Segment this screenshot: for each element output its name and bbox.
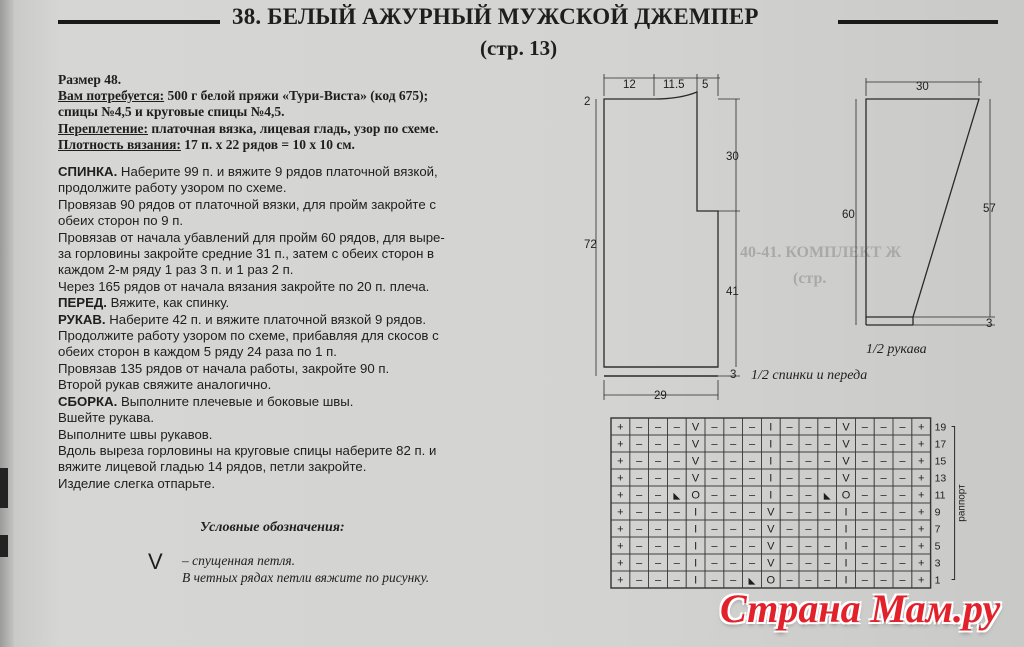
chart-symbol: I <box>844 540 848 553</box>
chart-symbol: – <box>748 557 756 570</box>
chart-symbol: – <box>711 540 718 553</box>
watermark-logo: Страна Мам.ру <box>720 586 1001 631</box>
sleeve-line: Второй рукав свяжите аналогично. <box>58 377 272 393</box>
chart-symbol: – <box>673 472 680 485</box>
chart-symbol: + <box>617 421 624 434</box>
chart-symbol: – <box>711 455 718 468</box>
sleeve-line: РУКАВ. Наберите 42 п. и вяжите платочной вязкой 9 рядов. <box>58 311 427 327</box>
chart-symbol: + <box>917 523 925 536</box>
chart-symbol: – <box>748 489 756 502</box>
chart-symbol: – <box>673 421 680 434</box>
sleeve-caption: 1/2 рукава <box>866 342 927 357</box>
chart-symbol: – <box>786 455 793 468</box>
weave-line: Переплетение: платочная вязка, лицевая гладь, узор по схеме. <box>58 121 439 136</box>
body-outline <box>604 92 718 367</box>
back-line: Провязав от начала убавлений для пройм 60 рядов, для выре- <box>58 229 445 245</box>
chart-symbol: – <box>748 472 756 485</box>
dim-label: 30 <box>726 151 739 163</box>
chart-symbol: ◣ <box>823 490 831 501</box>
chart-symbol: – <box>786 489 793 502</box>
repeat-bracket <box>952 427 955 580</box>
chart-symbol: I <box>694 574 698 587</box>
chart-symbol: – <box>654 472 662 485</box>
chart-symbol: – <box>748 455 756 468</box>
chart-symbol: – <box>880 438 887 451</box>
back-line: Провязав 90 рядов от платочной вязки, для пройм закройте с <box>58 196 436 212</box>
chart-row-number: 5 <box>934 540 941 553</box>
chart-symbol: – <box>673 523 680 536</box>
chart-symbol: – <box>673 574 680 587</box>
chart-row-number: 1 <box>934 574 941 587</box>
chart-symbol: – <box>654 455 662 468</box>
chart-symbol: – <box>730 455 737 468</box>
body-schematic <box>596 74 740 400</box>
dim-label: 72 <box>584 239 597 251</box>
chart-symbol: – <box>654 540 662 553</box>
dim-label: 5 <box>702 79 709 91</box>
chart-symbol: – <box>824 472 831 485</box>
chart-symbol: O <box>841 489 851 502</box>
chart-row-number: 19 <box>934 421 947 434</box>
chart-symbol: – <box>673 557 680 570</box>
chart-row-number: 9 <box>934 506 941 519</box>
chart-symbol: – <box>805 472 812 485</box>
chart-symbol: – <box>636 523 643 536</box>
chart-symbol: – <box>636 574 643 587</box>
chart-symbol: – <box>824 421 831 434</box>
chart-symbol: O <box>766 574 776 587</box>
chart-symbol: – <box>711 421 718 434</box>
chart-symbol: – <box>748 421 756 434</box>
chart-symbol: – <box>748 523 756 536</box>
repeat-label: раппорт <box>956 484 968 522</box>
chart-symbol: – <box>636 506 643 519</box>
back-line: СПИНКА. Наберите 99 п. и вяжите 9 рядов платочной вязкой, <box>58 164 438 179</box>
back-line: Через 165 рядов от начала вязания закройте по 20 п. плеча. <box>58 278 430 294</box>
chart-symbol: + <box>617 506 624 519</box>
sleeve-line: Провязав 135 рядов от начала работы, закройте 90 п. <box>58 360 390 376</box>
assembly-line: Вдоль выреза горловины на круговые спицы наберите 82 п. и <box>58 442 437 458</box>
dim-label: 60 <box>842 209 855 221</box>
page-subtitle: (стр. 13) <box>480 36 558 60</box>
chart-symbol: + <box>917 506 925 519</box>
dim-label: 57 <box>983 203 996 215</box>
chart-symbol: + <box>617 489 624 502</box>
chart-symbol: – <box>730 540 737 553</box>
chart-symbol: – <box>786 421 793 434</box>
chart-symbol: – <box>880 489 887 502</box>
dim-label: 41 <box>726 286 739 298</box>
size-line: Размер 48. <box>58 72 122 87</box>
chart-symbol: – <box>673 540 680 553</box>
chart-symbol: + <box>917 438 925 451</box>
chart-symbol: – <box>861 523 868 536</box>
sleeve-outline <box>866 99 979 317</box>
chart-symbol: – <box>861 472 868 485</box>
chart-symbol: – <box>805 506 812 519</box>
pattern-chart <box>611 418 968 588</box>
chart-symbol: V <box>691 455 700 468</box>
chart-symbol: V <box>767 540 775 553</box>
chart-symbol: – <box>805 489 812 502</box>
chart-symbol: V <box>842 455 850 468</box>
dim-label: 30 <box>916 81 929 93</box>
chart-symbol: – <box>824 455 831 468</box>
chart-symbol: – <box>861 506 868 519</box>
chart-symbol: – <box>730 438 737 451</box>
chart-symbol: – <box>748 438 756 451</box>
chart-symbol: – <box>805 523 812 536</box>
chart-symbol: – <box>880 421 887 434</box>
chart-symbol: – <box>824 523 831 536</box>
chart-symbol: I <box>694 557 698 570</box>
chart-symbol: – <box>824 438 831 451</box>
chart-symbol: I <box>844 557 848 570</box>
chart-symbol: – <box>654 489 662 502</box>
chart-symbol: – <box>861 421 868 434</box>
chart-row-number: 17 <box>934 438 947 451</box>
assembly-line: Изделие слегка отпарьте. <box>58 475 215 491</box>
chart-symbol: + <box>917 557 925 570</box>
chart-symbol: – <box>805 557 812 570</box>
dim-label: 11.5 <box>663 79 685 91</box>
chart-symbol: – <box>636 438 643 451</box>
chart-symbol: + <box>917 472 925 485</box>
chart-symbol: – <box>654 421 662 434</box>
sleeve-schematic <box>856 78 995 325</box>
chart-symbol: – <box>711 489 718 502</box>
front-line: ПЕРЕД. Вяжите, как спинку. <box>58 295 230 311</box>
chart-symbol: – <box>880 472 887 485</box>
chart-symbol: – <box>730 489 737 502</box>
chart-symbol: – <box>805 438 812 451</box>
chart-symbol: I <box>694 540 698 553</box>
chart-symbol: – <box>899 557 906 570</box>
chart-row-number: 3 <box>934 557 941 570</box>
chart-symbol: I <box>769 472 773 485</box>
chart-symbol: – <box>711 472 718 485</box>
chart-symbol: – <box>899 506 906 519</box>
chart-symbol: – <box>654 557 662 570</box>
chart-symbol: V <box>767 506 775 519</box>
chart-symbol: – <box>730 557 737 570</box>
chart-symbol: – <box>636 472 643 485</box>
chart-symbol: – <box>748 540 756 553</box>
chart-symbol: – <box>786 438 793 451</box>
chart-symbol: + <box>917 540 925 553</box>
chart-row-number: 13 <box>934 472 947 485</box>
chart-symbol: + <box>617 540 624 553</box>
ghost-text: 40-41. КОМПЛЕКТ Ж <box>740 244 902 261</box>
chart-symbol: V <box>767 523 775 536</box>
chart-symbol: – <box>861 557 868 570</box>
chart-symbol: I <box>769 455 773 468</box>
chart-symbol: + <box>617 523 624 536</box>
chart-symbol: – <box>730 523 737 536</box>
chart-symbol: – <box>805 574 812 587</box>
chart-symbol: – <box>748 506 756 519</box>
chart-symbol: – <box>636 421 643 434</box>
page-title: 38. БЕЛЫЙ АЖУРНЫЙ МУЖСКОЙ ДЖЕМПЕР <box>232 4 759 29</box>
chart-symbol: – <box>654 506 662 519</box>
chart-symbol: – <box>824 540 831 553</box>
chart-row-number: 11 <box>934 489 946 502</box>
chart-symbol: – <box>880 574 887 587</box>
chart-symbol: – <box>861 455 868 468</box>
body-caption: 1/2 спинки и переда <box>751 368 868 383</box>
chart-symbol: – <box>786 506 793 519</box>
chart-symbol: ◣ <box>748 575 756 586</box>
dim-label: 3 <box>986 318 993 330</box>
chart-symbol: V <box>691 421 700 434</box>
chart-symbol: – <box>824 557 831 570</box>
chart-symbol: – <box>861 574 868 587</box>
chart-symbol: – <box>880 540 887 553</box>
dim-label: 12 <box>623 79 636 91</box>
chart-symbol: I <box>694 506 698 519</box>
dropped-stitch-symbol: V <box>148 549 163 574</box>
materials-line-2: спицы №4,5 и круговые спицы №4,5. <box>58 104 285 119</box>
chart-symbol: + <box>617 472 624 485</box>
chart-symbol: – <box>636 557 643 570</box>
chart-symbol: – <box>786 523 793 536</box>
density-line: Плотность вязания: 17 п. х 22 рядов = 10 х 10 см. <box>58 137 355 152</box>
chart-symbol: I <box>844 506 848 519</box>
dim-label: 3 <box>730 369 737 381</box>
assembly-line: Вшейте рукава. <box>58 410 154 426</box>
chart-symbol: I <box>769 489 773 502</box>
chart-symbol: – <box>861 489 868 502</box>
chart-symbol: – <box>805 421 812 434</box>
chart-symbol: – <box>899 455 906 468</box>
chart-symbol: – <box>786 557 793 570</box>
chart-symbol: – <box>824 574 831 587</box>
legend-title: Условные обозначения: <box>200 520 345 535</box>
chart-symbol: – <box>711 557 718 570</box>
chart-symbol: + <box>617 455 624 468</box>
chart-symbol: + <box>617 574 624 587</box>
chart-symbol: – <box>861 540 868 553</box>
chart-symbol: – <box>880 523 887 536</box>
ghost-text: (стр. <box>793 270 827 287</box>
chart-symbol: I <box>694 523 698 536</box>
chart-symbol: + <box>617 557 624 570</box>
chart-symbol: – <box>730 421 737 434</box>
back-line: обеих сторон по 9 п. <box>58 213 184 229</box>
chart-symbol: – <box>824 506 831 519</box>
chart-symbol: – <box>654 523 662 536</box>
chart-symbol: – <box>861 438 868 451</box>
chart-row-number: 15 <box>934 455 947 468</box>
assembly-line: Выполните швы рукавов. <box>58 426 213 442</box>
chart-symbol: V <box>767 557 775 570</box>
chart-symbol: – <box>730 472 737 485</box>
chart-symbol: – <box>673 438 680 451</box>
chart-symbol: V <box>842 421 850 434</box>
chart-symbol: + <box>917 421 925 434</box>
back-line: за горловины закройте средние 31 п., затем с обеих сторон в <box>58 246 435 262</box>
chart-symbol: – <box>899 421 906 434</box>
chart-symbol: – <box>636 489 643 502</box>
chart-symbol: – <box>899 438 906 451</box>
chart-symbol: – <box>730 506 737 519</box>
dim-label: 29 <box>654 390 667 402</box>
chart-symbol: ◣ <box>673 490 681 501</box>
chart-symbol: – <box>636 540 643 553</box>
sleeve-line: обеих сторон в каждом 5 ряду 24 раза по 1 п. <box>58 344 337 360</box>
sleeve-line: Продолжите работу узором по схеме, прибавляя для скосов с <box>58 328 439 344</box>
chart-symbol: + <box>917 455 925 468</box>
chart-symbol: – <box>805 455 812 468</box>
chart-symbol: – <box>786 574 793 587</box>
chart-symbol: V <box>691 472 700 485</box>
chart-symbol: – <box>899 472 906 485</box>
chart-symbol: – <box>786 472 793 485</box>
chart-symbol: – <box>880 506 887 519</box>
chart-symbol: I <box>769 438 773 451</box>
chart-symbol: – <box>730 574 737 587</box>
chart-symbol: V <box>691 438 700 451</box>
chart-row-number: 7 <box>934 523 941 536</box>
chart-symbol: – <box>805 540 812 553</box>
chart-symbol: – <box>654 574 662 587</box>
chart-symbol: – <box>654 438 662 451</box>
dim-label: 2 <box>584 96 591 108</box>
chart-symbol: – <box>711 506 718 519</box>
chart-symbol: O <box>691 489 700 502</box>
assembly-line: СБОРКА. Выполните плечевые и боковые швы. <box>58 393 354 409</box>
chart-symbol: – <box>899 574 906 587</box>
chart-symbol: V <box>842 472 850 485</box>
chart-symbol: – <box>880 455 887 468</box>
chart-symbol: – <box>711 523 718 536</box>
chart-symbol: I <box>769 421 773 434</box>
chart-symbol: – <box>636 455 643 468</box>
chart-symbol: – <box>880 557 887 570</box>
back-line: каждом 2-м ряду 1 раз 3 п. и 1 раз 2 п. <box>58 262 294 278</box>
materials-line: Вам потребуется: 500 г белой пряжи «Тури-Виста» (код 675); <box>58 88 429 103</box>
chart-symbol: – <box>711 438 718 451</box>
chart-symbol: – <box>899 523 906 536</box>
assembly-line: вяжите лицевой гладью 14 рядов, петли закройте. <box>58 459 367 475</box>
chart-symbol: – <box>786 540 793 553</box>
chart-symbol: + <box>617 438 624 451</box>
back-line: продолжите работу узором по схеме. <box>58 180 287 196</box>
chart-symbol: – <box>673 506 680 519</box>
chart-symbol: V <box>842 438 850 451</box>
chart-symbol: + <box>917 489 925 502</box>
chart-symbol: – <box>899 540 906 553</box>
chart-symbol: + <box>917 574 925 587</box>
chart-symbol: – <box>899 489 906 502</box>
chart-symbol: – <box>711 574 718 587</box>
legend-description: – спущенная петля. В четных рядах петли вяжите по рисунку. <box>182 553 430 585</box>
chart-symbol: – <box>673 455 680 468</box>
chart-symbol: I <box>844 574 848 587</box>
chart-symbol: I <box>844 523 848 536</box>
